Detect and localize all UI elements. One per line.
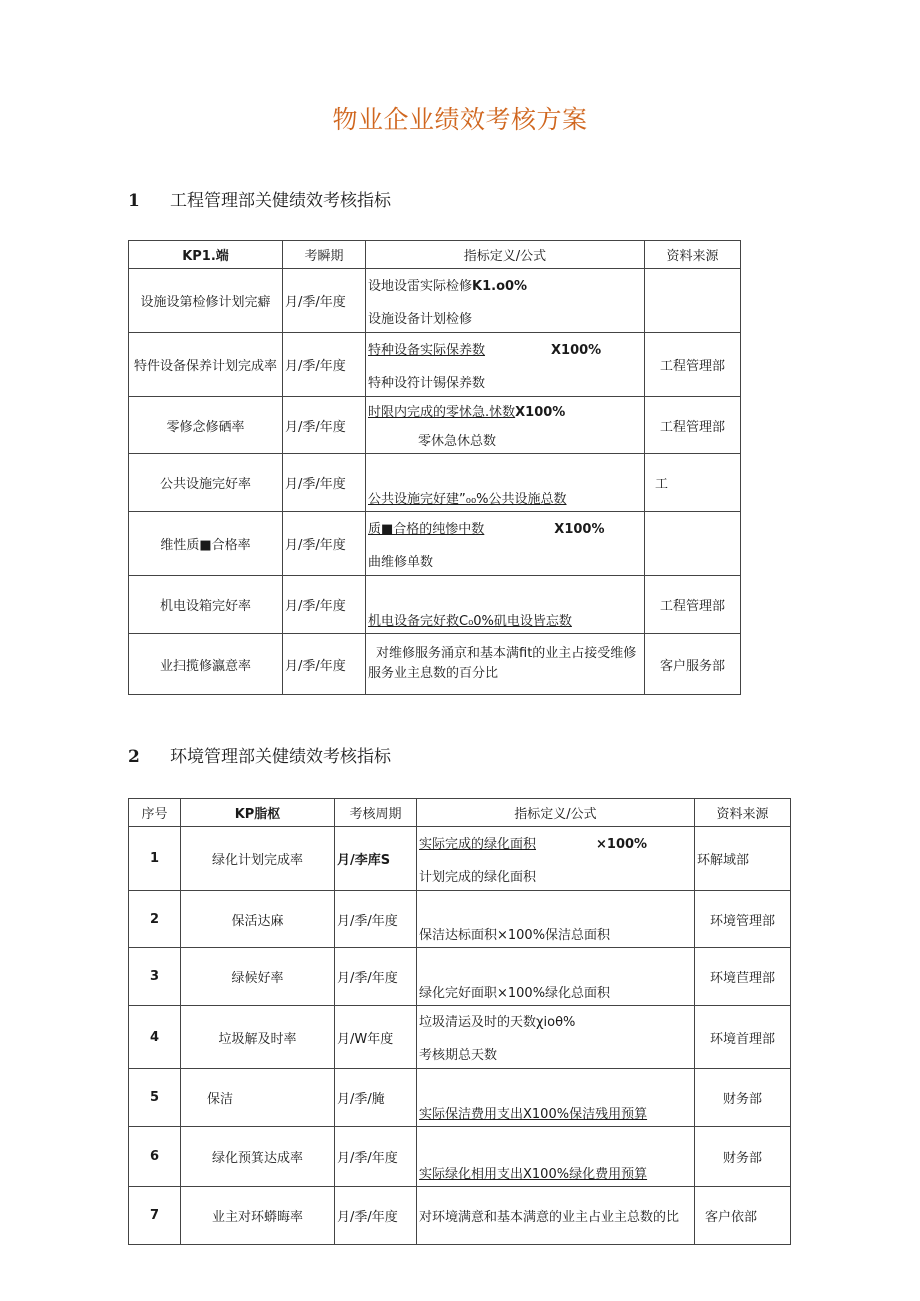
table-row bbox=[129, 1127, 791, 1187]
kpi-source: 财务部 bbox=[695, 1069, 791, 1127]
section-2-title: 环境管理部关健绩效考核指标 bbox=[170, 747, 391, 767]
section-1-heading bbox=[128, 186, 391, 211]
engineering-kpi-table bbox=[128, 240, 741, 695]
kpi-name: 设施设第检修计划完癖 bbox=[129, 269, 283, 333]
formula-numerator: 实际完成的绿化面积 bbox=[419, 836, 537, 852]
col-header-source: 资料来源 bbox=[645, 241, 741, 269]
formula-numerator: 质■合格的纯惨中数 bbox=[368, 521, 485, 537]
kpi-period: 月/季/年度 bbox=[335, 1127, 417, 1187]
kpi-seq: 3 bbox=[129, 948, 181, 1006]
kpi-formula bbox=[417, 1006, 695, 1069]
kpi-name: 保洁 bbox=[181, 1069, 335, 1127]
formula-percent: ×100% bbox=[596, 836, 648, 852]
kpi-name: 保活达麻 bbox=[181, 891, 335, 948]
formula-percent: K1.o0% bbox=[472, 278, 528, 294]
col-header-period: 考核周期 bbox=[335, 799, 417, 827]
kpi-period: 月/季/年度 bbox=[283, 512, 366, 576]
kpi-period: 月/季/年度 bbox=[335, 948, 417, 1006]
environment-kpi-table bbox=[128, 798, 791, 1245]
kpi-name: 特件设备保养计划完成率 bbox=[129, 333, 283, 397]
document-title: 物业企业绩效考核方案 bbox=[332, 105, 588, 134]
table-row bbox=[129, 397, 741, 454]
table-row bbox=[129, 948, 791, 1006]
kpi-name: 公共设施完好率 bbox=[129, 454, 283, 512]
formula-denominator: 考核期总天数 bbox=[419, 1048, 498, 1063]
col-header-period: 考瞬期 bbox=[283, 241, 366, 269]
formula-percent: X100% bbox=[515, 405, 566, 420]
kpi-period: 月/W年度 bbox=[335, 1006, 417, 1069]
formula-text: 保洁达标面积×100%保洁总面积 bbox=[419, 928, 611, 943]
kpi-period: 月/季/年度 bbox=[283, 269, 366, 333]
kpi-name: 业主对环蟒晦率 bbox=[181, 1187, 335, 1245]
kpi-seq: 5 bbox=[129, 1069, 181, 1127]
kpi-seq: 2 bbox=[129, 891, 181, 948]
col-header-formula: 指标定义/公式 bbox=[366, 241, 645, 269]
table-header-row bbox=[129, 241, 741, 269]
kpi-formula bbox=[417, 948, 695, 1006]
kpi-formula bbox=[417, 1069, 695, 1127]
kpi-formula bbox=[366, 397, 645, 454]
kpi-seq: 4 bbox=[129, 1006, 181, 1069]
kpi-source: 客户服务部 bbox=[645, 634, 741, 695]
kpi-seq: 7 bbox=[129, 1187, 181, 1245]
kpi-period: 月/季/年度 bbox=[283, 454, 366, 512]
kpi-source bbox=[645, 269, 741, 333]
col-header-seq: 序号 bbox=[129, 799, 181, 827]
formula-percent: X100% bbox=[551, 342, 602, 358]
kpi-source: 客户依部 bbox=[695, 1187, 791, 1245]
section-2-heading bbox=[128, 742, 391, 767]
kpi-name: 业扫揽修瀛意率 bbox=[129, 634, 283, 695]
table-row bbox=[129, 512, 741, 576]
kpi-source: 工程管理部 bbox=[645, 333, 741, 397]
table-row bbox=[129, 1187, 791, 1245]
col-header-formula: 指标定义/公式 bbox=[417, 799, 695, 827]
kpi-name: 绿化计划完成率 bbox=[181, 827, 335, 891]
formula-numerator: 时限内完成的零怵急.怵数 bbox=[368, 405, 516, 420]
formula-text: 实际绿化相用支出X100%绿化费用预算 bbox=[419, 1167, 648, 1182]
kpi-source: 环境管理部 bbox=[695, 891, 791, 948]
formula-text: 实际保洁费用支出X100%保洁残用预算 bbox=[419, 1107, 648, 1122]
kpi-formula bbox=[366, 454, 645, 512]
kpi-period: 月/季/年度 bbox=[283, 634, 366, 695]
kpi-formula bbox=[417, 827, 695, 891]
table-header-row bbox=[129, 799, 791, 827]
formula-numerator: 垃圾清运及时的天数χioθ% bbox=[419, 1015, 576, 1030]
table-row bbox=[129, 454, 741, 512]
kpi-period: 月/季/腌 bbox=[335, 1069, 417, 1127]
formula-denominator: 零休急休总数 bbox=[418, 434, 497, 449]
table-row bbox=[129, 269, 741, 333]
kpi-period: 月/季/年度 bbox=[283, 576, 366, 634]
col-header-kpi: KP1.端 bbox=[129, 241, 283, 269]
formula-text: 对环境满意和基本满意的业主占业主总数的比 bbox=[419, 1210, 680, 1225]
section-1-number: 1 bbox=[128, 191, 140, 211]
formula-percent: X100% bbox=[554, 521, 605, 537]
table-row bbox=[129, 634, 741, 695]
table-row bbox=[129, 576, 741, 634]
kpi-seq: 6 bbox=[129, 1127, 181, 1187]
kpi-seq: 1 bbox=[129, 827, 181, 891]
kpi-source: 工 bbox=[645, 454, 741, 512]
kpi-period: 月/季/年度 bbox=[335, 891, 417, 948]
col-header-kpi: KP脂枢 bbox=[181, 799, 335, 827]
kpi-source: 工程管理部 bbox=[645, 397, 741, 454]
formula-denominator: 特种设符计锡保养数 bbox=[368, 375, 486, 391]
kpi-formula bbox=[366, 576, 645, 634]
formula-numerator: 特种设备实际保养数 bbox=[368, 342, 486, 358]
formula-denominator: 曲维修单数 bbox=[368, 554, 434, 570]
kpi-period: 月/季/年度 bbox=[283, 397, 366, 454]
table-row bbox=[129, 891, 791, 948]
formula-denominator: 设施设备计划检修 bbox=[368, 311, 473, 327]
formula-numerator: 设地设雷实际检修 bbox=[368, 278, 473, 294]
kpi-source: 环境首理部 bbox=[695, 1006, 791, 1069]
kpi-name: 零修念修硒率 bbox=[129, 397, 283, 454]
kpi-source bbox=[645, 512, 741, 576]
formula-denominator: 计划完成的绿化面积 bbox=[419, 869, 537, 885]
formula-text: 绿化完好面职×100%绿化总面积 bbox=[419, 986, 611, 1001]
kpi-formula bbox=[366, 269, 645, 333]
kpi-formula bbox=[417, 1187, 695, 1245]
kpi-source: 财务部 bbox=[695, 1127, 791, 1187]
kpi-name: 垃圾解及时率 bbox=[181, 1006, 335, 1069]
col-header-source: 资料来源 bbox=[695, 799, 791, 827]
kpi-formula bbox=[417, 1127, 695, 1187]
kpi-formula bbox=[366, 333, 645, 397]
section-1-title: 工程管理部关健绩效考核指标 bbox=[170, 191, 391, 211]
kpi-period: 月/季/年度 bbox=[283, 333, 366, 397]
formula-text: 对维修服务涌京和基本满fit的业主占接受维修服务业主息数的百分比 bbox=[368, 646, 637, 681]
table-row bbox=[129, 827, 791, 891]
kpi-name: 机电设箱完好率 bbox=[129, 576, 283, 634]
kpi-name: 绿候好率 bbox=[181, 948, 335, 1006]
kpi-period: 月/李库S bbox=[335, 827, 417, 891]
kpi-formula bbox=[366, 512, 645, 576]
kpi-source: 环解域部 bbox=[695, 827, 791, 891]
kpi-name: 维性质■合格率 bbox=[129, 512, 283, 576]
section-2-number: 2 bbox=[128, 747, 140, 767]
kpi-source: 环境苣理部 bbox=[695, 948, 791, 1006]
formula-text: 公共设施完好建”₀₀%公共设施总数 bbox=[368, 492, 567, 507]
formula-text: 机电设备完好救C₀0%矶电设皆忘数 bbox=[368, 614, 572, 629]
kpi-period: 月/季/年度 bbox=[335, 1187, 417, 1245]
kpi-source: 工程管理部 bbox=[645, 576, 741, 634]
kpi-name: 绿化预箕达成率 bbox=[181, 1127, 335, 1187]
table-row bbox=[129, 1006, 791, 1069]
table-row bbox=[129, 333, 741, 397]
table-row bbox=[129, 1069, 791, 1127]
kpi-formula bbox=[366, 634, 645, 695]
kpi-formula bbox=[417, 891, 695, 948]
